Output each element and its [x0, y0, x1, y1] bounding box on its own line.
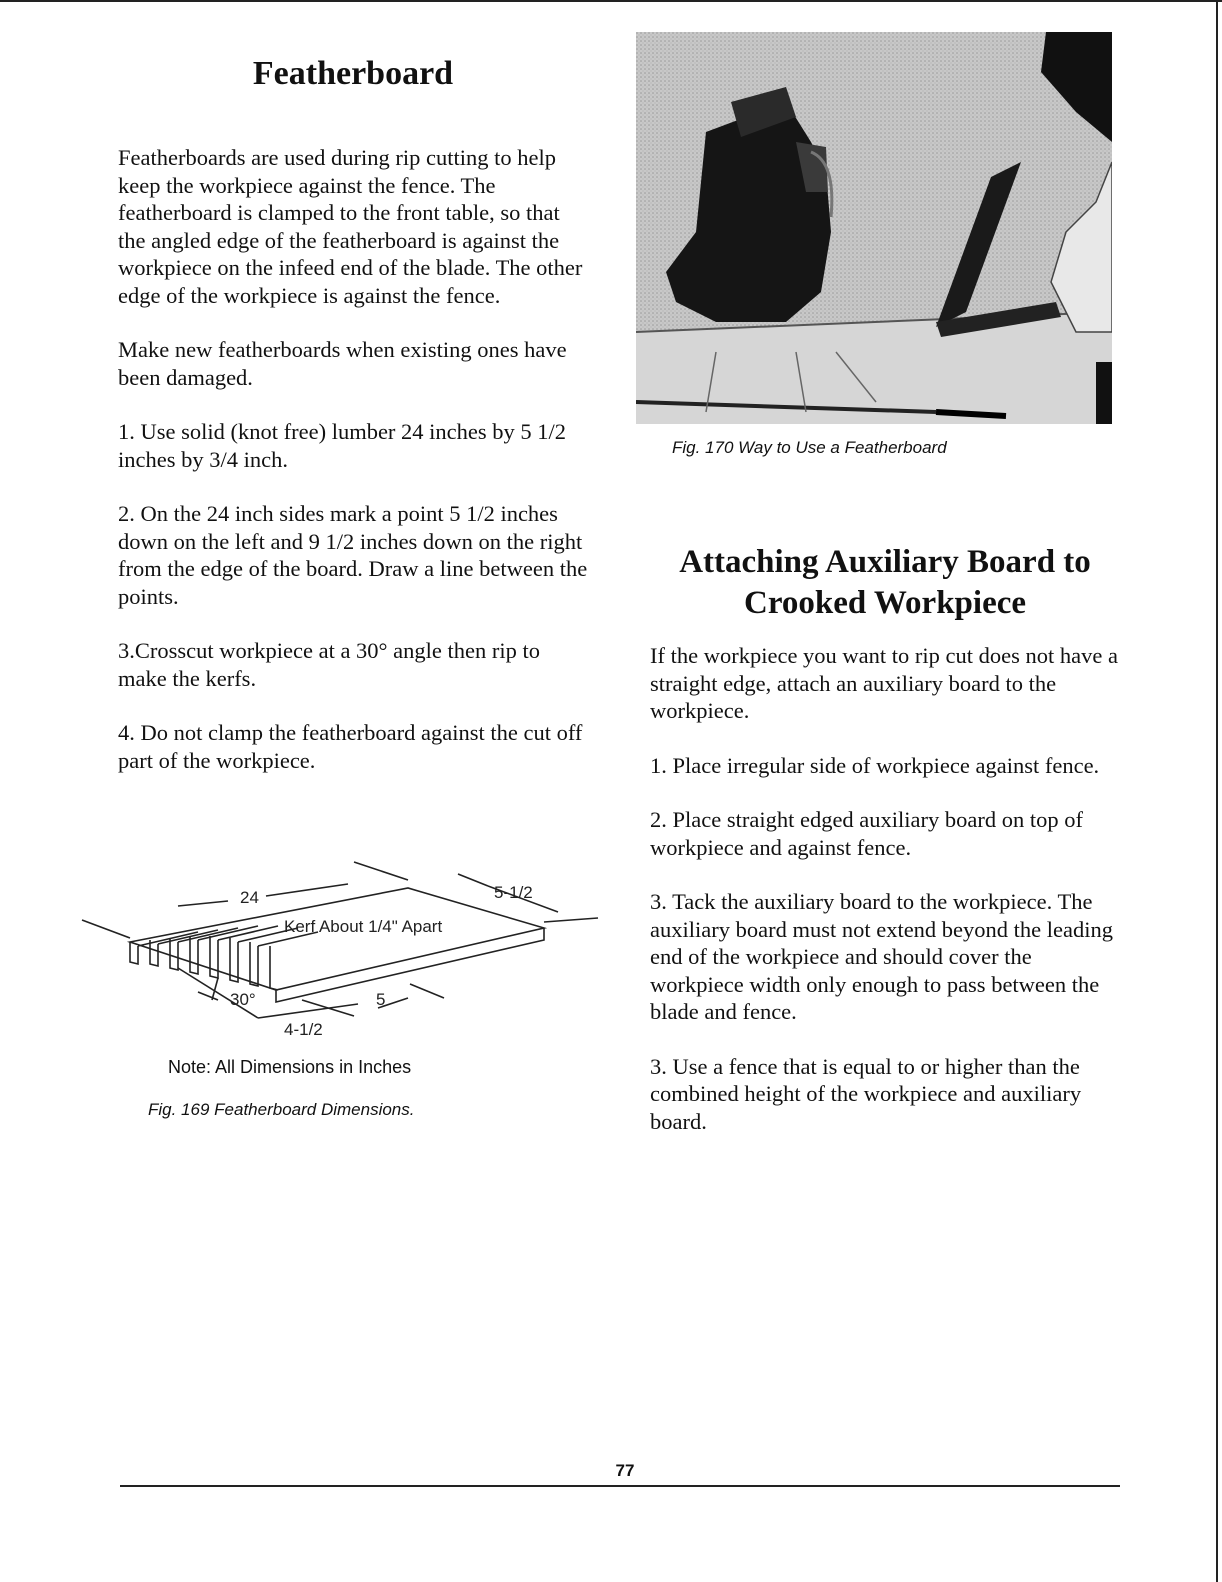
- step-1: 1. Use solid (knot free) lumber 24 inches by 5 1/2 inches by 3/4 inch.: [118, 419, 567, 472]
- dim-5-label: 5: [376, 990, 386, 1009]
- auxiliary-intro: If the workpiece you want to rip cut does not have a straight edge, attach an auxiliary board to the workpiece.: [650, 643, 1118, 723]
- featherboard-photo: [636, 32, 1112, 424]
- auxiliary-step-2: 2. Place straight edged auxiliary board on top of workpiece and against fence.: [650, 807, 1084, 860]
- dimensions-note: Note: All Dimensions in Inches: [168, 1057, 412, 1077]
- featherboard-intro: Featherboards are used during rip cutting to help keep the workpiece against the fence. The featherboard is clamped to the front table, so that the angled edge of the featherboard is against the workpiece on the infeed end of the blade. The other edge of the workpiece is against the fence.: [118, 145, 583, 308]
- fig-169-caption: Fig. 169 Featherboard Dimensions.: [148, 1100, 415, 1119]
- step-2: 2. On the 24 inch sides mark a point 5 1/2 inches down on the left and 9 1/2 inches down on the right from the edge of the board. Draw a line between the points.: [118, 501, 588, 609]
- featherboard-diagram: [78, 850, 608, 1050]
- dim-5-half-label: 5-1/2: [494, 883, 533, 902]
- right-column: [650, 542, 1130, 1135]
- step-3: 3.Crosscut workpiece at a 30° angle then rip to make the kerfs.: [118, 638, 541, 691]
- step-4: 4. Do not clamp the featherboard against the cut off part of the workpiece.: [118, 720, 583, 773]
- fig-170-caption: Fig. 170 Way to Use a Featherboard: [672, 438, 947, 457]
- dim-24-label: 24: [240, 888, 259, 907]
- auxiliary-step-3a: 3. Tack the auxiliary board to the workpiece. The auxiliary board must not extend beyond the leading end of the workpiece and should cover the workpiece width only enough to pass between the blade and fence.: [650, 889, 1114, 1024]
- left-column: [118, 50, 588, 774]
- auxiliary-board-title: Attaching Auxiliary Board to Crooked Workpiece: [679, 544, 1091, 621]
- auxiliary-step-1: 1. Place irregular side of workpiece against fence.: [650, 752, 1100, 778]
- dim-kerf-label: Kerf About 1/4" Apart: [284, 917, 443, 936]
- right-border: [1216, 0, 1218, 1582]
- featherboard-title: Featherboard: [252, 55, 454, 92]
- dim-30-label: 30°: [230, 990, 256, 1009]
- auxiliary-step-3b: 3. Use a fence that is equal to or higher than the combined height of the workpiece and auxiliary board.: [650, 1053, 1082, 1134]
- page-number: 77: [615, 1461, 635, 1480]
- make-new-text: Make new featherboards when existing ones have been damaged.: [118, 337, 567, 390]
- footer-rule: [120, 1485, 1120, 1487]
- top-border: [0, 0, 1222, 2]
- dim-4-half-label: 4-1/2: [284, 1020, 323, 1039]
